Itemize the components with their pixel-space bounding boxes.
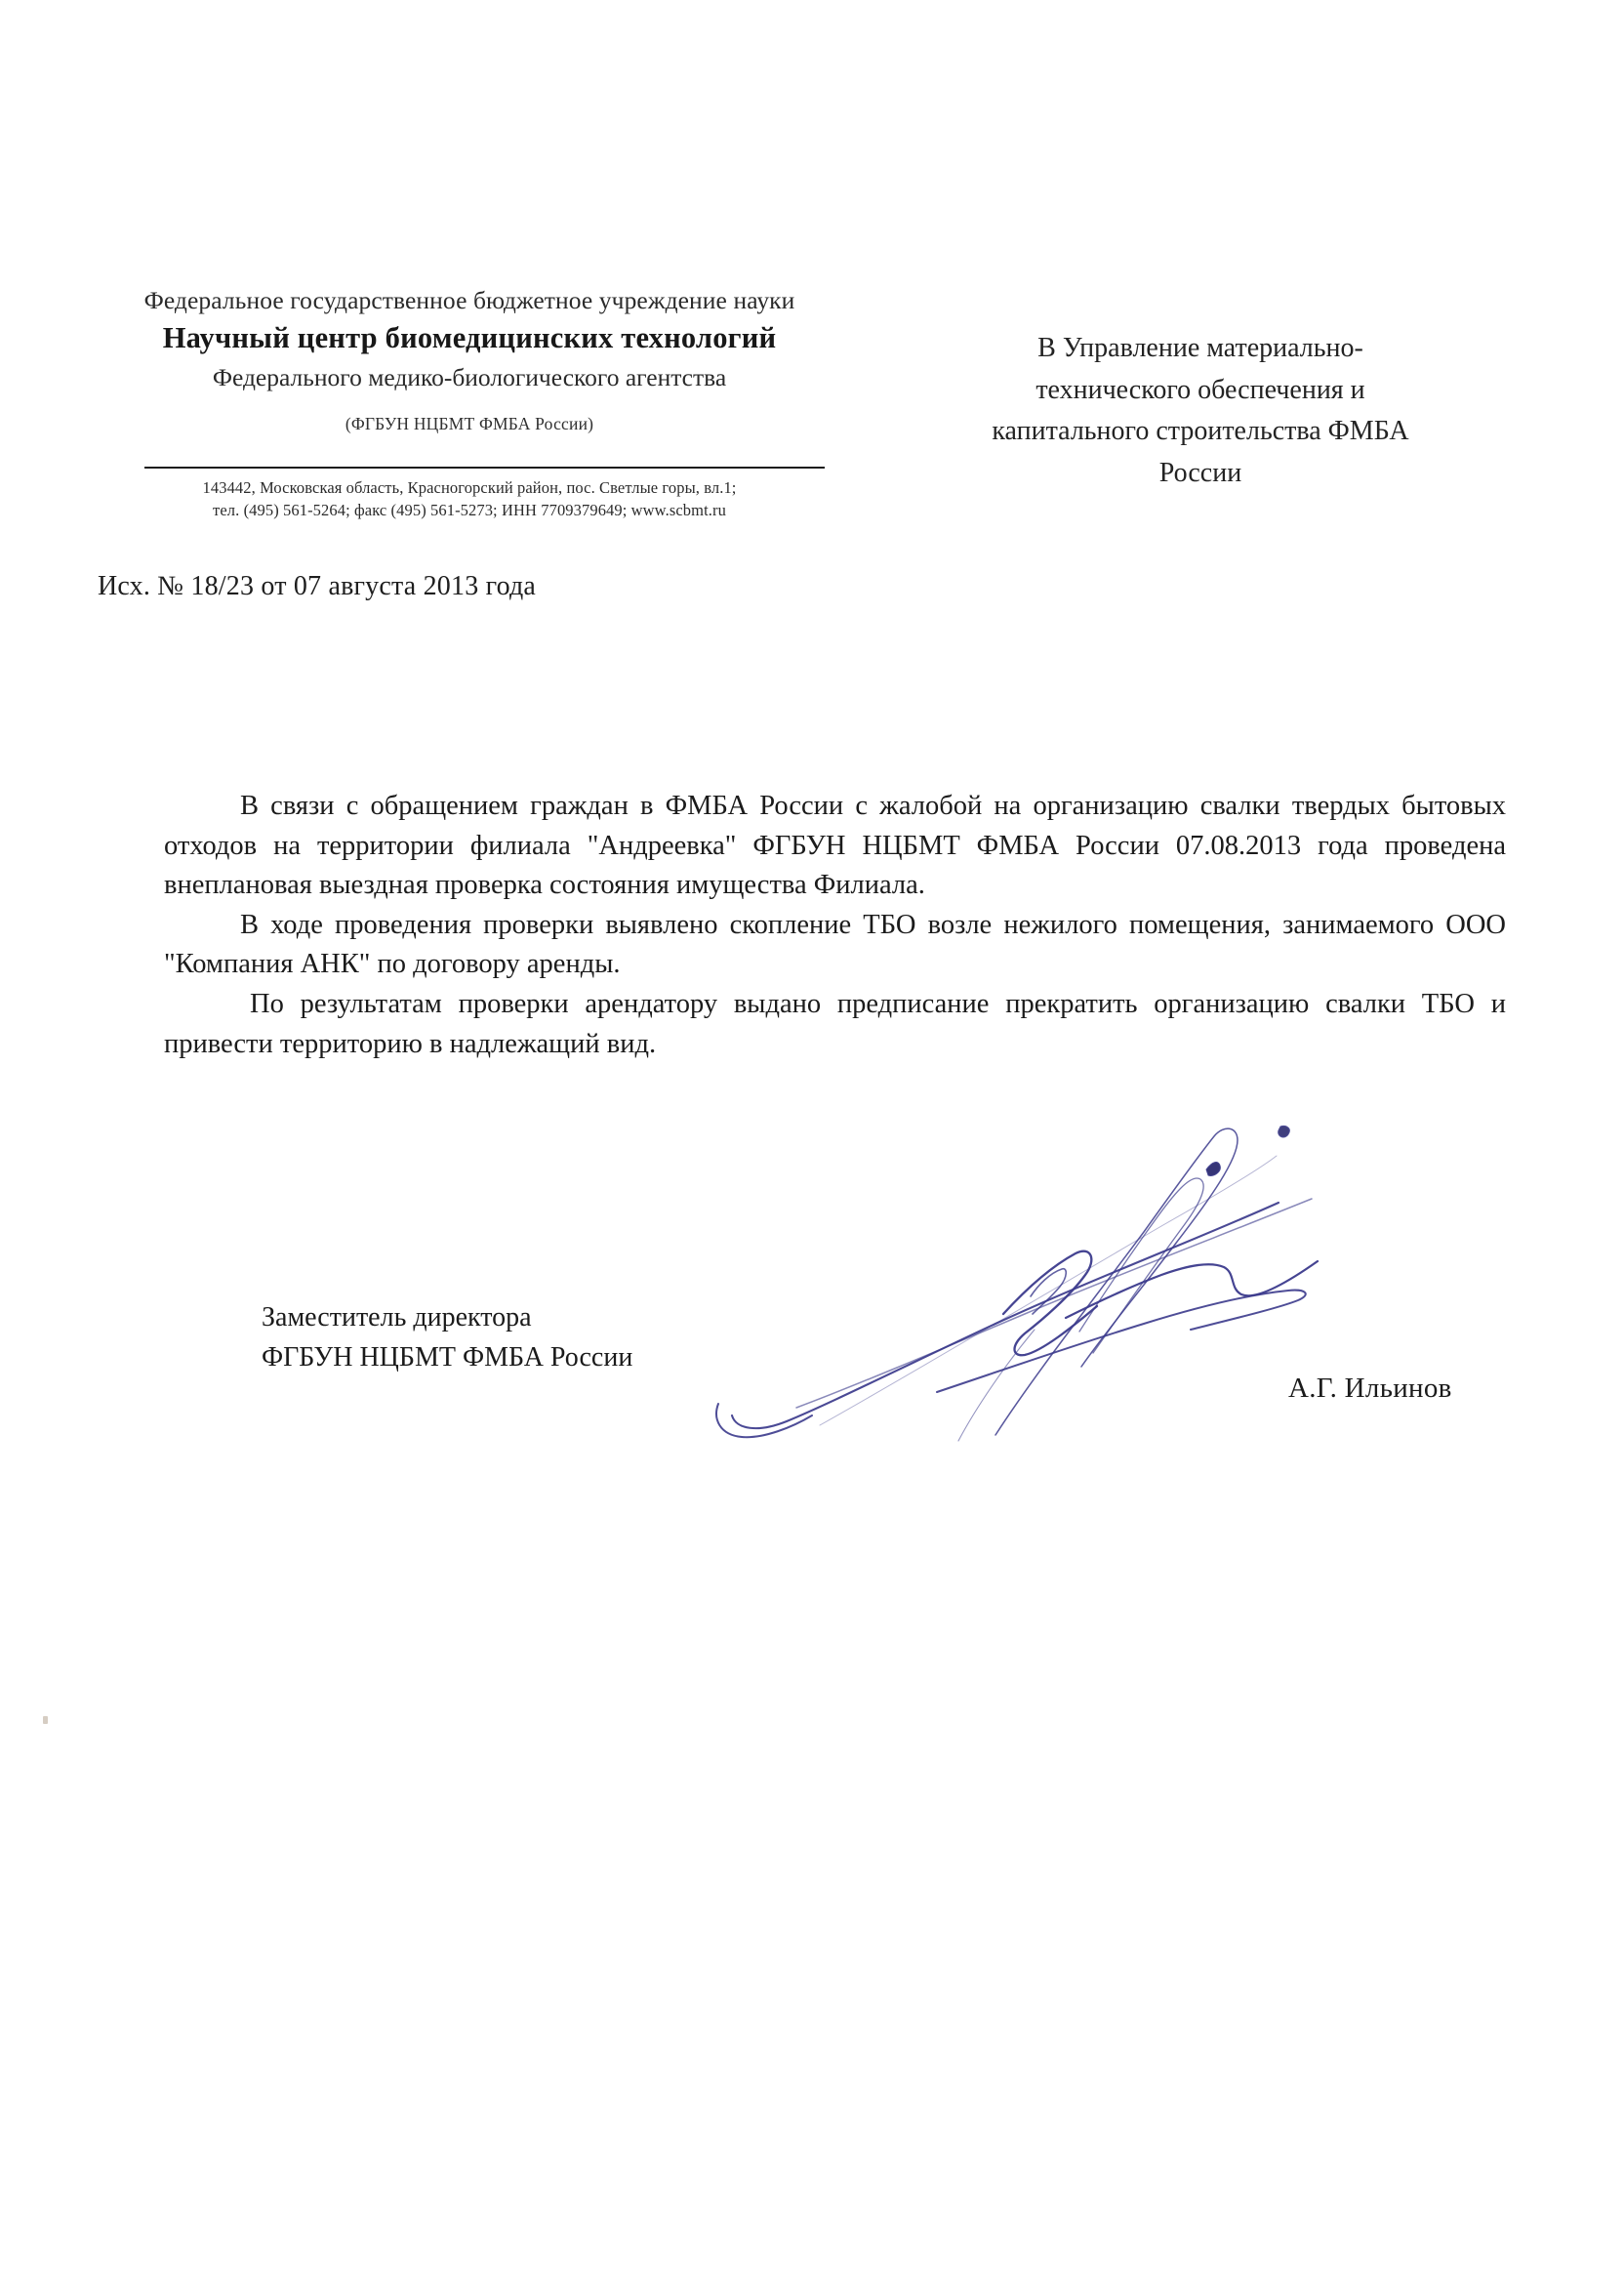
addressee-line-2: технического обеспечения и [1035, 374, 1365, 405]
signer-position-line-2: ФГБУН НЦБМТ ФМБА России [262, 1341, 633, 1373]
body-paragraph-1: В связи с обращением граждан в ФМБА России с жалобой на организацию свалки твердых бытовых отходов на территории филиала "Андреевка" ФГБУН НЦБМТ ФМБА России 07.08.2013 года проведена внеплановая выездная проверка состояния имущества Филиала. [164, 791, 1506, 901]
letter-body [164, 787, 1506, 1064]
letterhead-divider [144, 467, 825, 469]
signer-name: А.Г. Ильинов [1288, 1373, 1452, 1404]
contact-phones: тел. (495) 561-5264; факс (495) 561-5273; ИНН 7709379649; www.scbmt.ru [213, 501, 726, 520]
scan-artifact-speck [43, 1716, 48, 1724]
letterhead-line-1: Федеральное государственное бюджетное учреждение науки [143, 286, 795, 314]
handwritten-signature [703, 1123, 1366, 1445]
letterhead [94, 285, 845, 434]
addressee-line-1: В Управление материально- [1037, 333, 1363, 363]
signer-position [262, 1298, 632, 1378]
signer-position-line-1: Заместитель директора [262, 1302, 532, 1332]
body-paragraph-2: В ходе проведения проверки выявлено скопление ТБО возле нежилого помещения, занимаемого ООО "Компания АНК" по договору аренды. [164, 909, 1506, 980]
addressee-line-3: капитального строительства ФМБА [992, 416, 1409, 447]
letterhead-contacts [94, 476, 845, 522]
contact-address: 143442, Московская область, Красногорский район, пос. Светлые горы, вл.1; [202, 478, 737, 497]
letterhead-line-3: Федерального медико-биологического агентства [212, 363, 727, 392]
organization-abbreviation: (ФГБУН НЦБМТ ФМБА России) [345, 414, 594, 434]
addressee-block [908, 328, 1493, 494]
reference-number: Исх. № 18/23 от 07 августа 2013 года [98, 571, 537, 601]
body-paragraph-3: По результатам проверки арендатору выдано предписание прекратить организацию свалки ТБО и привести территорию в надлежащий вид. [164, 989, 1506, 1059]
organization-name: Научный центр биомедицинских технологий [162, 321, 777, 355]
addressee-line-4: России [1158, 457, 1242, 488]
